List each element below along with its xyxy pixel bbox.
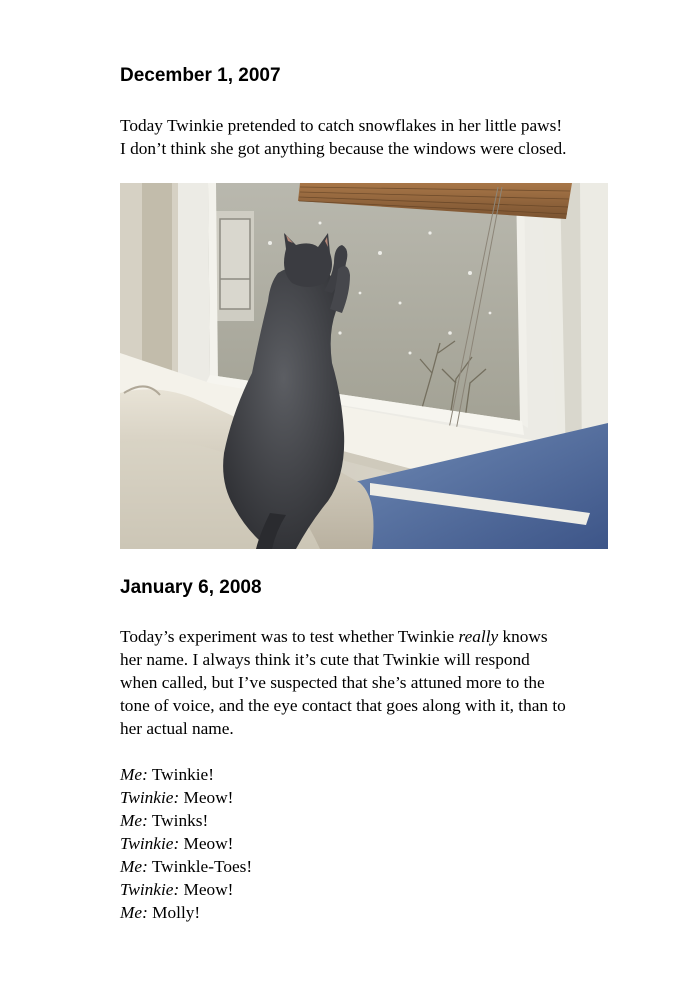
dialogue-text: Meow! [179,788,234,807]
dialogue-line [120,809,600,832]
entry-date-heading: December 1, 2007 [120,65,281,86]
entry-paragraph [120,625,650,740]
speaker-label: Twinkie: [120,834,180,853]
dialogue-text: Meow! [179,834,234,853]
dialogue-line [120,832,600,855]
dialogue-line [120,878,600,901]
entry-date-heading: January 6, 2008 [120,577,262,598]
entry-paragraph [120,114,650,160]
dialogue-text: Meow! [179,880,234,899]
dialogue-line [120,901,600,924]
text-run: Today’s experiment was to test whether Twinkie [120,627,459,646]
dialogue-text: Twinks! [147,811,209,830]
dialogue-line [120,763,600,786]
dialogue-line [120,855,600,878]
paragraph-line: tone of voice, and the eye contact that goes along with it, than to [120,696,566,715]
speaker-label: Me: [120,811,148,830]
speaker-label: Me: [120,903,148,922]
speaker-label: Twinkie: [120,788,180,807]
paragraph-line [120,625,650,648]
speaker-label: Me: [120,765,148,784]
dialogue-block [120,763,600,924]
paragraph-line: I don’t think she got anything because the windows were closed. [120,139,567,158]
speaker-label: Me: [120,857,148,876]
speaker-label: Twinkie: [120,880,180,899]
emphasized-word: really [458,627,499,646]
paragraph-line: her actual name. [120,719,234,738]
paragraph-line: when called, but I’ve suspected that she’s attuned more to the [120,673,545,692]
dialogue-text: Twinkle-Toes! [147,857,253,876]
dialogue-text: Molly! [147,903,201,922]
paragraph-line: Today Twinkie pretended to catch snowflakes in her little paws! [120,116,563,135]
dialogue-text: Twinkie! [147,765,214,784]
dialogue-line [120,786,600,809]
paragraph-line: her name. I always think it’s cute that Twinkie will respond [120,650,530,669]
text-run: knows [498,627,548,646]
cat-window-photo [120,183,608,549]
